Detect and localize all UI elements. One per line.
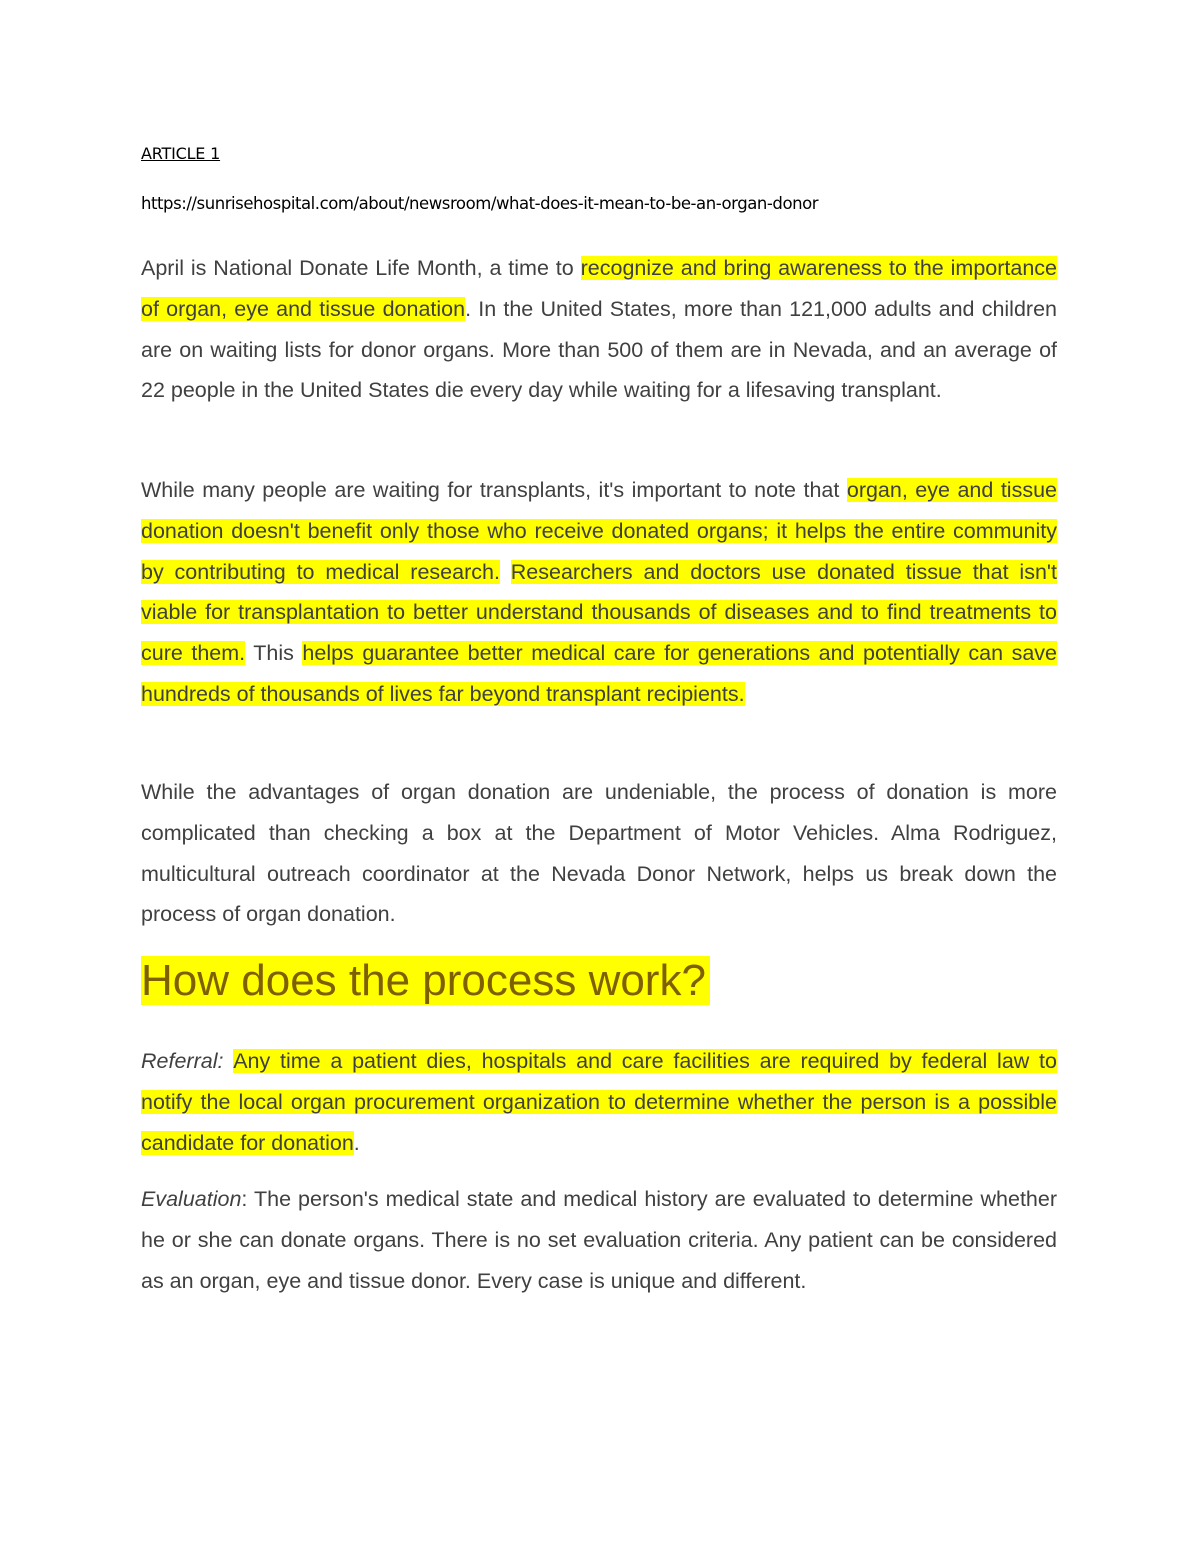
paragraph-evaluation xyxy=(141,1179,1057,1301)
paragraph-intro xyxy=(141,248,1057,411)
paragraph-research xyxy=(141,470,1057,715)
article-label: ARTICLE 1 xyxy=(141,144,221,163)
paragraph-research-highlight-1: organ, eye and tissue donation doesn't benefit only those who receive donated organs; it helps the entire community by contributing to medical research. xyxy=(141,478,1057,584)
referral-text-end: . xyxy=(353,1130,360,1155)
paragraph-process: While the advantages of organ donation are undeniable, the process of donation is more complicated than checking a box at the Department of Motor Vehicles. Alma Rodriguez, multicultural outreach coordinator at the Nevada Donor Network, helps us break down the process of organ donation. xyxy=(141,780,1057,927)
evaluation-text: The person's medical state and medical history are evaluated to determine whether he or she can donate organs. There is no set evaluation criteria. Any patient can be considered as an organ, eye and tissue donor. Every case is unique and different. xyxy=(141,1187,1057,1293)
referral-highlight: Any time a patient dies, hospitals and care facilities are required by federal law to notify the local organ procurement organization to determine whether the person is a possible candidate for donation xyxy=(141,1049,1057,1155)
paragraph-intro-text-2: . In the United States, more than 121,000 adults and children are on waiting lists for donor organs. More than 500 of them are in Nevada, and an average of 22 people in the United States die every day while waiting for a lifesaving transplant. xyxy=(141,296,1057,403)
paragraph-referral xyxy=(141,1041,1057,1163)
paragraph-research-highlight-2: Researchers and doctors use donated tissue that isn't viable for transplantation to better understand thousands of diseases and to find treatments to cure them. xyxy=(141,559,1057,666)
section-heading-text: How does the process work? xyxy=(141,956,710,1005)
paragraph-research-highlight-3: helps guarantee better medical care for generations and potentially can save hundreds of thousands of lives far beyond transplant recipients. xyxy=(141,641,1057,706)
section-heading xyxy=(141,950,710,1012)
source-url[interactable]: https://sunrisehospital.com/about/newsroom/what-does-it-mean-to-be-an-organ-donor xyxy=(141,194,819,213)
referral-term: Referral xyxy=(141,1049,218,1073)
paragraph-research-text-2: This xyxy=(245,641,303,666)
paragraph-research-text-1: While many people are waiting for transplants, it's important to note that xyxy=(141,478,847,502)
paragraph-intro-highlight: recognize and bring awareness to the importance of organ, eye and tissue donation xyxy=(141,256,1057,321)
paragraph-intro-text-1: April is National Donate Life Month, a time to xyxy=(141,256,581,280)
evaluation-separator: : xyxy=(241,1187,254,1211)
paragraph-research-space xyxy=(500,560,511,584)
referral-separator: : xyxy=(217,1049,234,1073)
evaluation-term: Evaluation xyxy=(141,1187,242,1211)
